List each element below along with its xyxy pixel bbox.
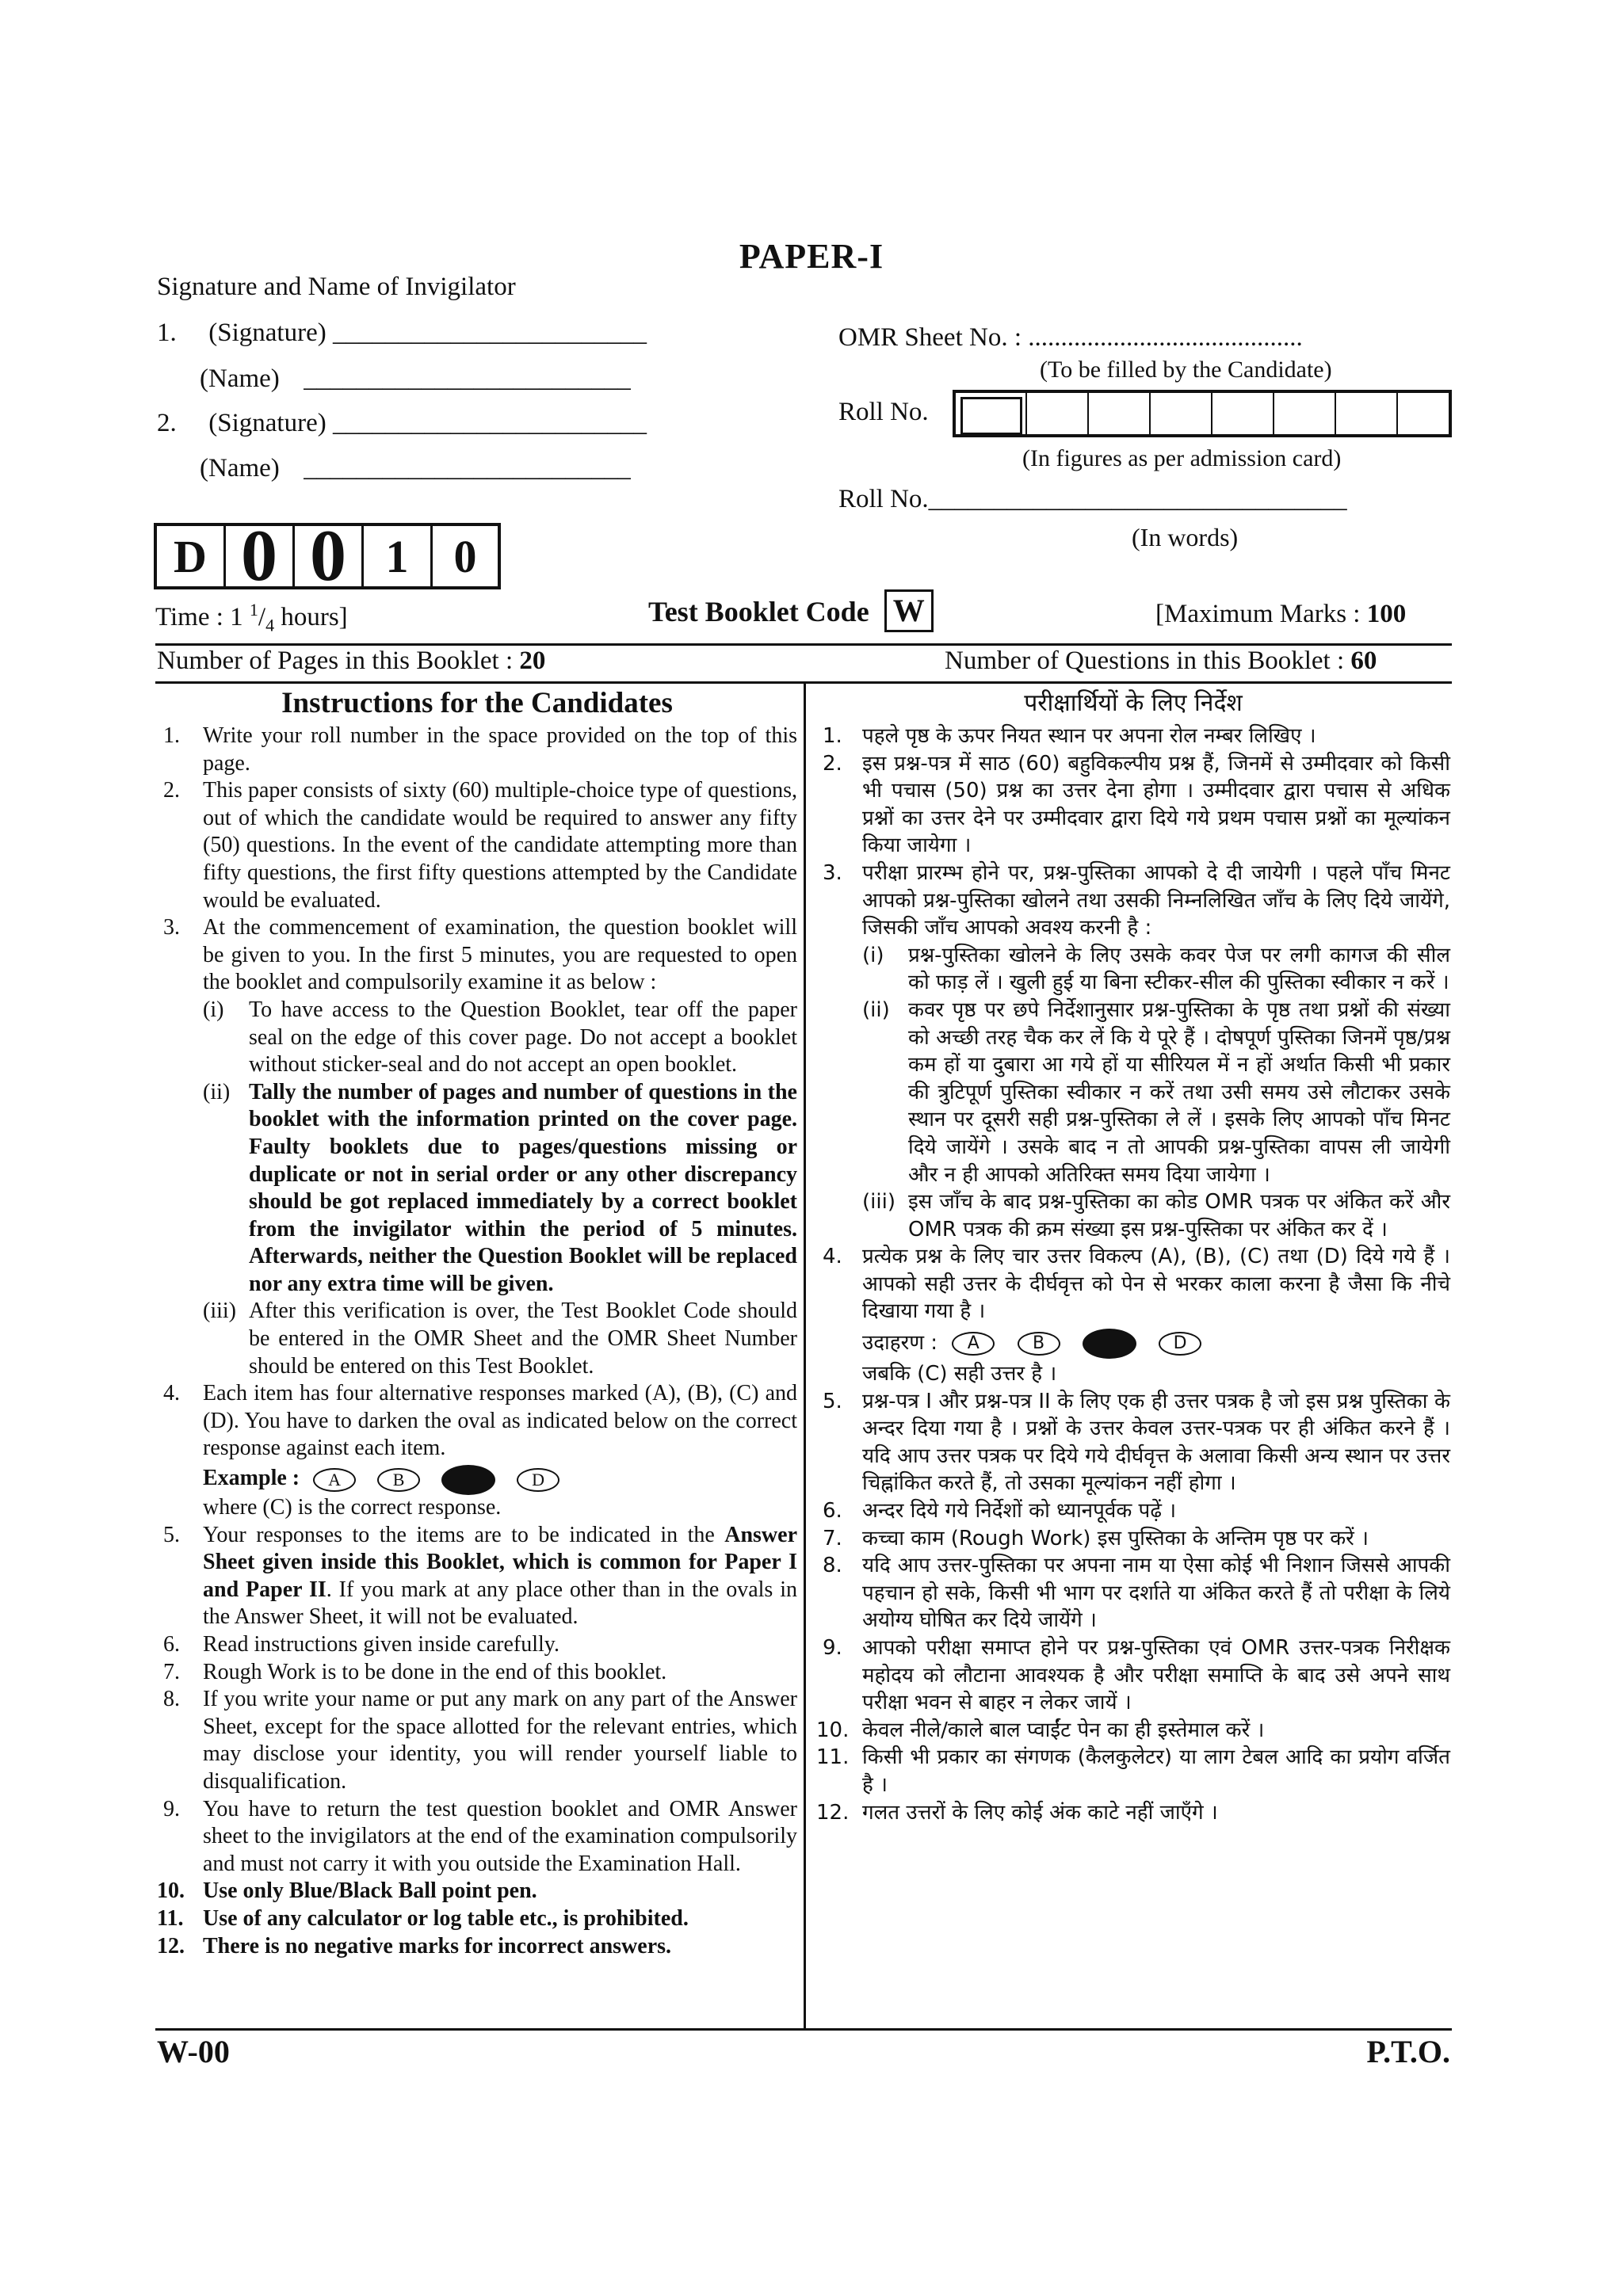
instruction-item: 1. Write your roll number in the space provided on the top of this page.	[163, 723, 797, 776]
page-code: W-00	[157, 2034, 230, 2069]
instruction-item: 7. Rough Work is to be done in the end of this booklet.	[163, 1659, 667, 1684]
serial-char: 1	[385, 530, 409, 582]
omr-sheet-field[interactable]: OMR Sheet No. : ..........................................	[838, 323, 1303, 352]
option-a-bubble: A	[952, 1332, 995, 1356]
instruction-item: 2. This paper consists of sixty (60) multiple-choice type of questions, out of which the candidate would be required to answer any fifty (50) questions. In the event of the candidate attempting more than fifty questions, the first fifty questions attempted by the Candidate would be evaluated.	[163, 778, 797, 913]
instruction-item: 2. इस प्रश्न-पत्र में साठ (60) बहुविकल्पीय प्रश्न हैं, जिनमें से उम्मीदवार को किसी भी पचास (50) प्रश्न का उत्तर देना होगा । उम्मीदवार द्वारा पचास से अधिक प्रश्नों का उत्तर देने पर उम्मीदवार द्वारा दिये गये प्रथम पचास प्रश्नों का मूल्यांकन किया जायेगा ।	[823, 751, 1450, 858]
instruction-subitem: (i) To have access to the Question Booklet, tear off the paper seal on the edge of this cover page. Do not accept a booklet without sticker-seal and do not accept an open booklet. (ii) Tally the number of pages and number of questions in the booklet with the information printed on the cover page. Faulty booklets due to pages/questions missing or duplicate or not in serial order or any other discrepancy should be got replaced immediately by a correct booklet from the invigilator within the period of 5 minutes. Afterwards, neither the Question Booklet will be replaced nor any extra time will be given. (iii) After this verification is over, the Test Booklet Code should be entered in the OMR Sheet and the OMR Sheet Number should be entered on this Test Booklet.	[203, 997, 797, 1379]
omr-note: (To be filled by the Candidate)	[1040, 357, 1332, 383]
instruction-item: 6. अन्दर दिये गये निर्देशों को ध्यानपूर्वक पढ़ें ।	[823, 1499, 1177, 1524]
signature-label: (Signature)	[208, 318, 327, 347]
column-divider	[804, 683, 806, 2030]
example-row: Example : A B D	[157, 1463, 797, 1494]
option-a-bubble: A	[313, 1468, 356, 1492]
example-note: जबकि (C) सही उत्तर है ।	[862, 1362, 1057, 1386]
instruction-item: 9. आपको परीक्षा समाप्त होने पर प्रश्न-पुस्तिका एवं OMR उत्तर-पत्रक निरीक्षक महोदय को लौटाना आवश्यक है और परीक्षा समाप्ति के बाद उसे अपने साथ परीक्षा भवन से बाहर न लेकर जायें ।	[823, 1636, 1450, 1715]
serial-char: 0	[453, 530, 477, 582]
instruction-item: 11. किसी भी प्रकार का संगणक (कैलकुलेटर) या लाग टेबल आदि का प्रयोग वर्जित है ।	[816, 1745, 1450, 1797]
instruction-item: 9. You have to return the test question booklet and OMR Answer sheet to the invigilators at the end of the examination compulsorily and must not carry it with you outside the Examination Hall.	[163, 1796, 797, 1876]
name-label: (Name)	[200, 454, 280, 482]
questions-count: Number of Questions in this Booklet : 60	[945, 646, 1377, 675]
row-number: 1.	[157, 318, 177, 347]
roll-label: Roll No.	[838, 398, 929, 426]
option-d-bubble: D	[1159, 1332, 1201, 1356]
signature-label: (Signature)	[208, 409, 327, 437]
invigilator-2-signature-row	[157, 409, 647, 438]
english-instructions	[157, 686, 797, 1960]
instruction-item: 7. कच्चा काम (Rough Work) इस पुस्तिका के अन्तिम पृष्ठ पर करें ।	[823, 1526, 1369, 1550]
instruction-item: 3. At the commencement of examination, the question booklet will be given to you. In the first 5 minutes, you are requested to open the booklet and compulsorily examine it as below :	[163, 915, 797, 995]
option-b-bubble: B	[1018, 1332, 1060, 1356]
instruction-item: 12. There is no negative marks for incorrect answers.	[157, 1933, 672, 1958]
instruction-item: 5. प्रश्न-पत्र I और प्रश्न-पत्र II के लिए एक ही उत्तर पत्रक है जो इस प्रश्न पुस्तिका के अन्दर दिया गया है । प्रश्नों के उत्तर केवल उत्तर-पत्रक पर ही अंकित करने हैं । यदि आप उत्तर पत्रक पर दिये गये दीर्घवृत्त के अलावा किसी अन्य स्थान पर उत्तर चिह्नांकित करते हैं, तो उसका मूल्यांकन नहीं होगा ।	[823, 1389, 1450, 1496]
roll-words-note: (In words)	[1132, 523, 1239, 551]
invigilator-heading: Signature and Name of Invigilator	[157, 273, 516, 301]
name-blank[interactable]: _________________________	[304, 364, 631, 393]
instruction-item: 12. गलत उत्तरों के लिए कोई अंक काटे नहीं जाएँगे ।	[816, 1800, 1218, 1825]
roll-words-field[interactable]: Roll No.________________________________	[838, 485, 1347, 513]
instruction-item: 3. परीक्षा प्रारम्भ होने पर, प्रश्न-पुस्तिका आपको दे दी जायेगी । पहले पाँच मिनट आपको प्रश्न-पुस्तिका खोलने तथा उसकी निम्नलिखित जाँच के लिए दिये जायेंगे, जिसकी जाँच आपको अवश्य करनी है :	[823, 860, 1450, 940]
invigilator-2-name-row	[200, 454, 631, 483]
english-heading: Instructions for the Candidates	[281, 687, 673, 719]
name-blank[interactable]: _________________________	[304, 454, 631, 482]
invigilator-1-signature-row	[157, 318, 647, 348]
test-booklet-code	[648, 589, 934, 632]
instruction-item: 4. Each item has four alternative responses marked (A), (B), (C) and (D). You have to darken the oval as indicated below on the correct response against each item.	[163, 1381, 797, 1461]
option-d-bubble: D	[517, 1468, 559, 1492]
roll-figures-note: (In figures as per admission card)	[1022, 445, 1342, 471]
pages-count: Number of Pages in this Booklet : 20	[157, 646, 546, 675]
serial-char: 0	[241, 515, 277, 596]
instruction-item: 11. Use of any calculator or log table etc., is prohibited.	[157, 1905, 689, 1931]
divider	[155, 2028, 1452, 2031]
instruction-item: 6. Read instructions given inside carefully.	[163, 1632, 559, 1657]
booklet-code-value: W	[884, 589, 934, 632]
instruction-item: 8. If you write your name or put any mark on any part of the Answer Sheet, except for the space allotted for the relevant entries, which may disclose your identity, you will render yourself liable to disqualification.	[163, 1687, 797, 1794]
example-row: उदाहरण : A B D	[816, 1325, 1450, 1360]
booklet-code-label: Test Booklet Code	[648, 596, 869, 627]
option-c-filled-bubble	[1083, 1329, 1136, 1359]
maximum-marks: [Maximum Marks : 100	[1155, 600, 1407, 628]
row-number: 2.	[157, 409, 177, 437]
example-note: where (C) is the correct response.	[203, 1495, 502, 1520]
instruction-item: 10. केवल नीले/काले बाल प्वाईंट पेन का ही इस्तेमाल करें ।	[816, 1718, 1265, 1742]
option-b-bubble: B	[377, 1468, 420, 1492]
time-allowed: Time : 1 $^1/_4$ hours]	[155, 600, 348, 635]
serial-char: D	[174, 530, 207, 582]
name-label: (Name)	[200, 364, 280, 393]
signature-blank[interactable]: ________________________	[332, 409, 647, 437]
signature-blank[interactable]: ________________________	[332, 318, 647, 347]
instruction-item: 8. यदि आप उत्तर-पुस्तिका पर अपना नाम या ऐसा कोई भी निशान जिससे आपकी पहचान हो सके, किसी भी भाग पर दर्शाते या अंकित करते हैं तो परीक्षा के लिये अयोग्य घोषित कर दिये जायेंगे ।	[823, 1554, 1450, 1633]
roll-box-first[interactable]	[960, 397, 1022, 435]
divider	[155, 643, 1452, 646]
instruction-item: 4. प्रत्येक प्रश्न के लिए चार उत्तर विकल्प (A), (B), (C) तथा (D) दिये गये हैं । आपको सही उत्तर के दीर्घवृत्त को पेन से भरकर काला करना है जैसा कि नीचे दिखाया गया है ।	[823, 1245, 1450, 1324]
invigilator-1-name-row	[200, 364, 631, 394]
hindi-heading: परीक्षार्थियों के लिए निर्देश	[1024, 689, 1243, 717]
instruction-item: 1. पहले पृष्ठ के ऊपर नियत स्थान पर अपना रोल नम्बर लिखिए ।	[823, 724, 1316, 748]
please-turn-over: P.T.O.	[1366, 2034, 1450, 2069]
booklet-serial-box	[154, 515, 501, 596]
hindi-instructions	[816, 686, 1450, 1826]
instruction-item: 10. Use only Blue/Black Ball point pen.	[157, 1878, 537, 1904]
roll-number-boxes[interactable]	[953, 390, 1452, 437]
instruction-subitem: (i) प्रश्न-पुस्तिका खोलने के लिए उसके कवर पेज पर लगी कागज की सील को फाड़ लें । खुली हुई या बिना स्टीकर-सील की पुस्तिका स्वीकार न करें । (ii) कवर पृष्ठ पर छपे निर्देशानुसार प्रश्न-पुस्तिका के पृष्ठ तथा प्रश्नों की संख्या को अच्छी तरह चैक कर लें कि ये पूरे हैं । दोषपूर्ण पुस्तिका जिनमें पृष्ठ/प्रश्न कम हों या दुबारा आ गये हों या सीरियल में न हों अर्थात किसी भी प्रकार की त्रुटिपूर्ण पुस्तिका स्वीकार न करें तथा उसी समय उसे लौटाकर उसके स्थान पर दूसरी सही प्रश्न-पुस्तिका ले लें । इसके लिए आपको पाँच मिनट दिये जायेंगे । उसके बाद न तो आपकी प्रश्न-पुस्तिका वापस ली जायेगी और न ही आपको अतिरिक्त समय दिया जायेगा । (iii) इस जाँच के बाद प्रश्न-पुस्तिका का कोड OMR पत्रक पर अंकित करें और OMR पत्रक की क्रम संख्या इस प्रश्न-पुस्तिका पर अंकित कर दें ।	[862, 943, 1450, 1241]
paper-title: PAPER-I	[739, 237, 884, 276]
instruction-item: 5. Your responses to the items are to be indicated in the Answer Sheet given inside this Booklet, which is common for Paper I and Paper II. If you mark at any place other than in the ovals in the Answer Sheet, it will not be evaluated.	[163, 1522, 798, 1630]
serial-char: 0	[310, 515, 346, 596]
option-c-filled-bubble	[441, 1465, 495, 1495]
